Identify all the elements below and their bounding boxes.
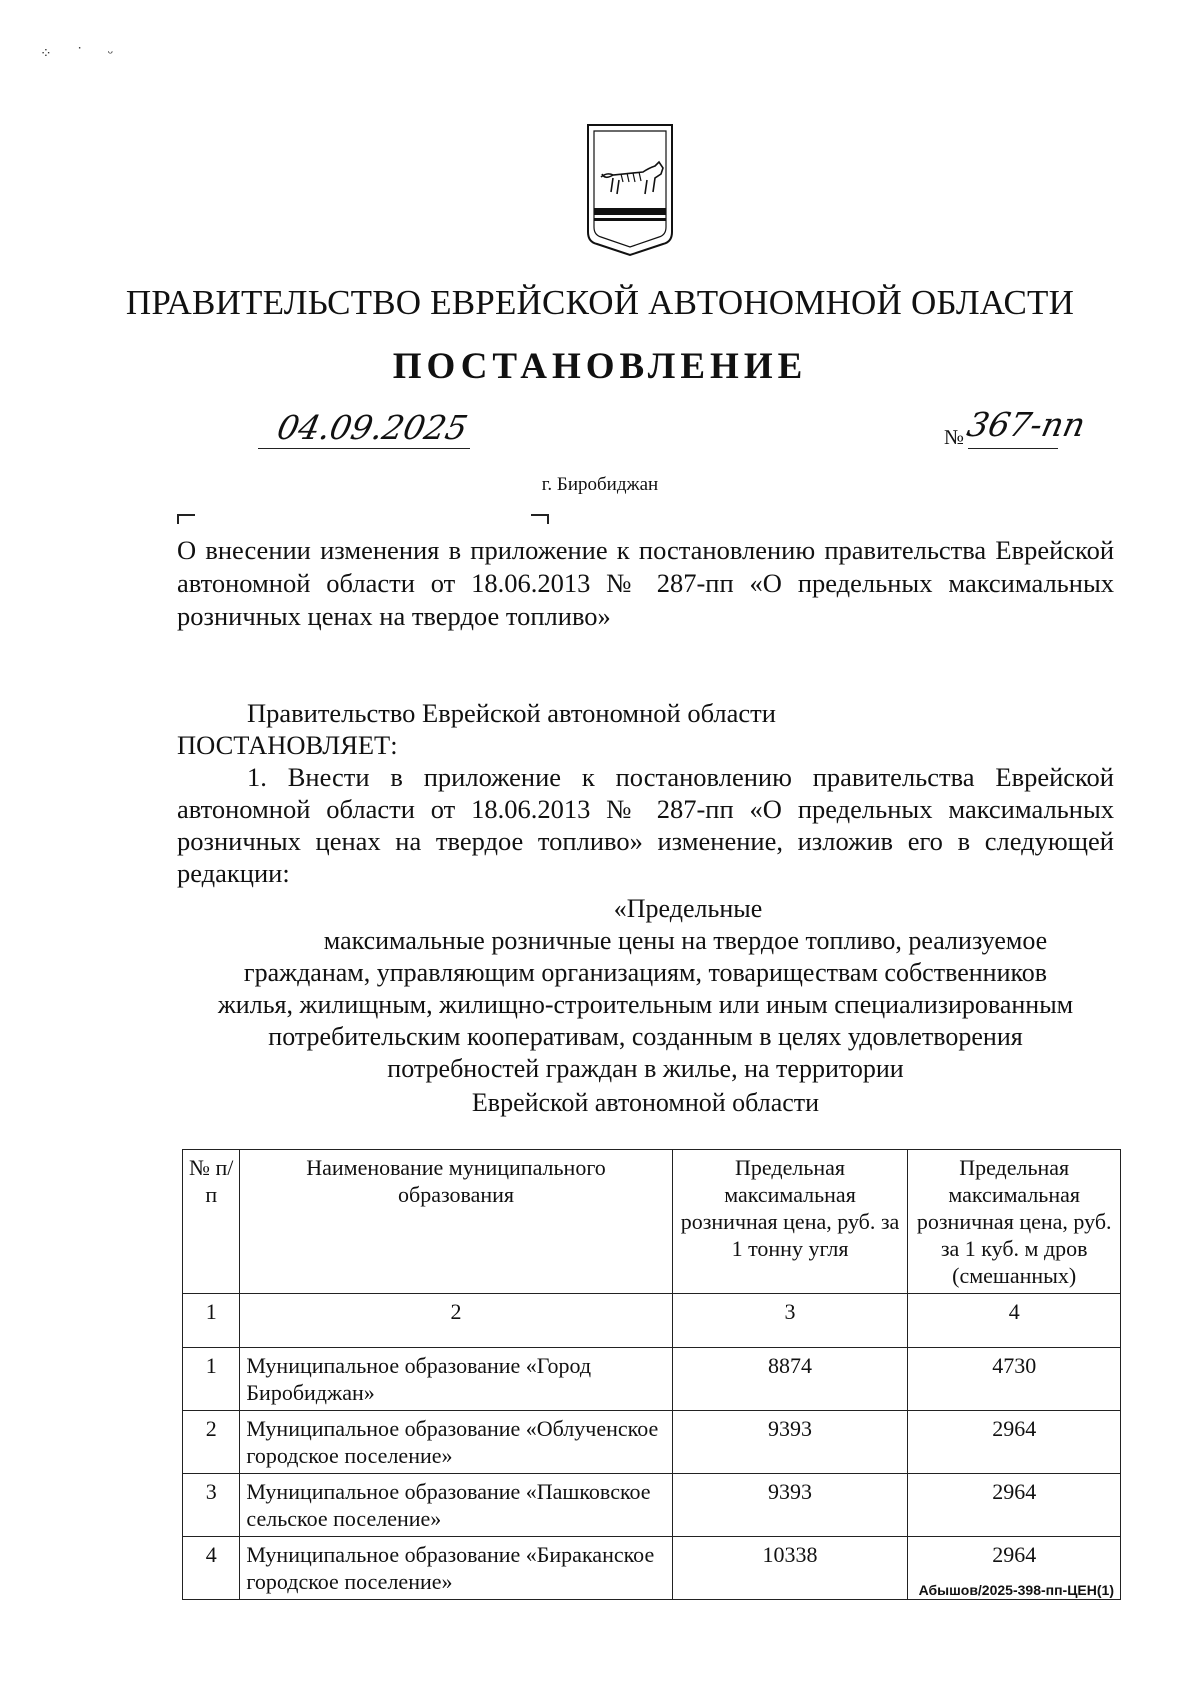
table-row — [183, 1474, 1121, 1537]
column-number-row — [183, 1294, 1121, 1348]
city: г. Биробиджан — [541, 474, 659, 495]
preamble: Правительство Еврейской автономной области — [247, 698, 776, 728]
coat-of-arms-emblem — [585, 122, 675, 257]
appendix-title-line-3: гражданам, управляющим организациям, товариществам собственников — [243, 958, 1048, 987]
scan-specks: ⁘ ˙ ᵕ — [40, 46, 124, 62]
wood-price: 2964 — [908, 1537, 1121, 1600]
wood-price: 4730 — [908, 1348, 1121, 1411]
number-underline — [968, 448, 1058, 449]
date-underline — [258, 448, 470, 449]
header-cell-coal-price: Предельная максимальная розничная цена, руб. за 1 тонну угля — [672, 1150, 908, 1294]
column-number: 3 — [672, 1294, 908, 1348]
coal-price: 10338 — [672, 1537, 908, 1600]
column-number: 4 — [908, 1294, 1121, 1348]
handwritten-date: 04.09.2025 — [273, 408, 472, 447]
municipality-name: Муниципальное образование «Облученское городское поселение» — [240, 1411, 672, 1474]
municipality-name: Муниципальное образование «Бираканское городское поселение» — [240, 1537, 672, 1600]
item-1: 1. Внести в приложение к постановлению правительства Еврейской автономной области от 18.06.2013 № 287-пп «О предельных максимальных розничных ценах на твердое топливо» изменение, изложив его в следующей редакции: — [177, 762, 1114, 888]
table-row — [183, 1348, 1121, 1411]
subject-bracket-right — [531, 514, 549, 524]
appendix-title-line-7: Еврейской автономной области — [471, 1088, 820, 1117]
table-header-row — [183, 1150, 1121, 1294]
column-number: 2 — [240, 1294, 672, 1348]
wood-price: 2964 — [908, 1474, 1121, 1537]
column-number: 1 — [183, 1294, 240, 1348]
row-number: 1 — [183, 1348, 240, 1411]
decree-word: ПОСТАНОВЛЯЕТ: — [177, 730, 398, 760]
appendix-title-line-6: потребностей граждан в жилье, на территории — [387, 1054, 904, 1083]
appendix-title-line-1: «Предельные — [613, 894, 763, 923]
row-number: 2 — [183, 1411, 240, 1474]
header-cell-number: № п/п — [183, 1150, 240, 1294]
document-code: Абышов/2025-398-пп-ЦЕН(1) — [918, 1582, 1114, 1598]
wood-price: 2964 — [908, 1411, 1121, 1474]
header-cell-name: Наименование муниципального образования — [240, 1150, 672, 1294]
number-label: № — [944, 425, 965, 449]
coal-price: 9393 — [672, 1474, 908, 1537]
coal-price: 9393 — [672, 1411, 908, 1474]
municipality-name: Муниципальное образование «Город Биробиджан» — [240, 1348, 672, 1411]
appendix-title-line-2: максимальные розничные цены на твердое топливо, реализуемое — [323, 926, 1048, 955]
appendix-title-line-4: жилья, жилищным, жилищно-строительным или иным специализированным — [217, 990, 1074, 1019]
row-number: 4 — [183, 1537, 240, 1600]
handwritten-number: 367-пп — [963, 405, 1089, 444]
table-row — [183, 1411, 1121, 1474]
government-title: ПРАВИТЕЛЬСТВО ЕВРЕЙСКОЙ АВТОНОМНОЙ ОБЛАСТИ — [125, 283, 1075, 322]
coal-price: 8874 — [672, 1348, 908, 1411]
header-cell-wood-price: Предельная максимальная розничная цена, руб. за 1 куб. м дров (смешанных) — [908, 1150, 1121, 1294]
row-number: 3 — [183, 1474, 240, 1537]
subject-heading: О внесении изменения в приложение к постановлению правительства Еврейской автономной области от 18.06.2013 № 287-пп «О предельных максимальных розничных ценах на твердое топливо» — [177, 535, 1114, 631]
municipality-name: Муниципальное образование «Пашковское сельское поселение» — [240, 1474, 672, 1537]
appendix-title-line-5: потребительским кооперативам, созданным в целях удовлетворения — [268, 1022, 1023, 1051]
document-type: ПОСТАНОВЛЕНИЕ — [392, 346, 808, 387]
subject-bracket-left — [177, 514, 195, 524]
price-table — [182, 1149, 1121, 1600]
